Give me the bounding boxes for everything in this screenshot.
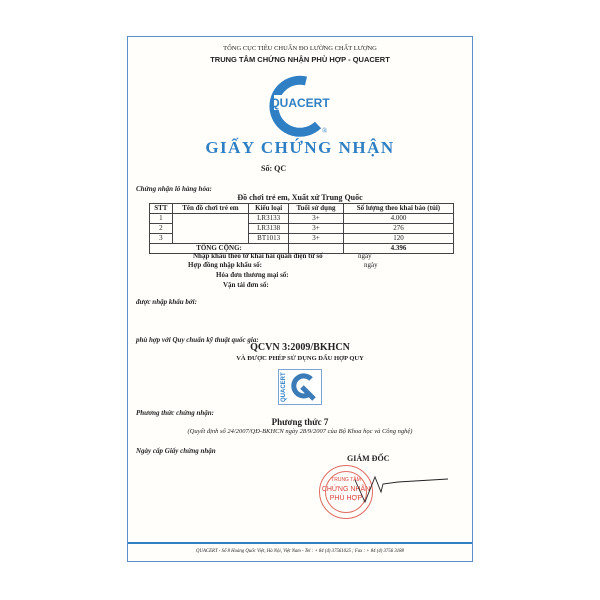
footer-address: QUACERT - Số 8 Hoàng Quốc Việt, Hà Nội, Việt Nam - Tel : + 84 (4) 37561025 ; Fax : + 84 (4) 3756 3188 xyxy=(196,549,404,554)
certificate-number: Số: QC xyxy=(261,164,287,173)
table-row: 2 LR3138 3+ 276 xyxy=(150,224,454,234)
standard-code: QCVN 3:2009/BKHCN xyxy=(250,342,350,353)
invoice-label: Hóa đơn thương mại số: xyxy=(216,271,289,279)
svg-text:QUACERT: QUACERT xyxy=(270,96,330,110)
method-label: Phương thức chứng nhận: xyxy=(136,409,214,417)
table-row: 1 LR3133 3+ 4.000 xyxy=(150,214,454,224)
quacert-logo xyxy=(266,75,336,137)
table-total-row: TỔNG CỘNG: 4.396 xyxy=(150,244,454,254)
mark-permission: VÀ ĐƯỢC PHÉP SỬ DỤNG DẤU HỢP QUY xyxy=(236,355,364,362)
signature xyxy=(353,472,453,507)
center-name: TRUNG TÂM CHỨNG NHẬN PHÙ HỢP - QUACERT xyxy=(210,55,390,64)
certificate-title: GIẤY CHỨNG NHẬN xyxy=(205,138,395,157)
goods-description: Đồ chơi trẻ em, Xuất xứ Trung Quốc xyxy=(237,193,363,202)
declaration-label: Nhập khẩu theo tờ khai hải quan điện tử số xyxy=(193,252,323,260)
certificate xyxy=(127,36,473,562)
table-row: 3 BT1013 3+ 120 xyxy=(150,234,454,244)
bill-label: Vận tải đơn số: xyxy=(223,281,269,289)
signer-title: GIÁM ĐỐC xyxy=(347,454,390,463)
method-note: (Quyết định số 24/2007/QĐ-BKHCN ngày 28/9/2007 của Bộ Khoa học và Công nghệ) xyxy=(187,428,413,435)
goods-label: Chứng nhận lô hàng hóa: xyxy=(136,185,212,193)
footer-divider xyxy=(128,542,472,544)
date-label: ngày xyxy=(358,252,372,260)
agency-name: TỔNG CỤC TIÊU CHUẨN ĐO LƯỜNG CHẤT LƯỢNG xyxy=(223,45,377,52)
cr-mark-icon xyxy=(278,369,322,405)
official-stamp: TRUNG TÂM CHỨNG NHẬN PHÙ HỢP xyxy=(319,465,373,519)
date-label: ngày xyxy=(364,261,378,269)
issue-date-label: Ngày cấp Giấy chứng nhận xyxy=(136,447,216,455)
goods-table: STT Tên đồ chơi trẻ em Kiểu loại Tuổi sử dụng Số lượng theo khai báo (túi) 1 LR3133 3+ 4.000 2 LR3138 3+ 276 3 BT1013 3+ 120 TỔNG CỘNG: 4.396 xyxy=(149,203,454,254)
contract-label: Hợp đồng nhập khẩu số: xyxy=(188,261,262,269)
importer-label: được nhập khẩu bởi: xyxy=(136,298,197,306)
method: Phương thức 7 xyxy=(271,417,329,427)
conformity-label: phù hợp với Quy chuẩn kỹ thuật quốc gia: xyxy=(136,336,259,344)
svg-text:QUACERT: QUACERT xyxy=(281,372,287,402)
svg-text:®: ® xyxy=(322,127,328,135)
